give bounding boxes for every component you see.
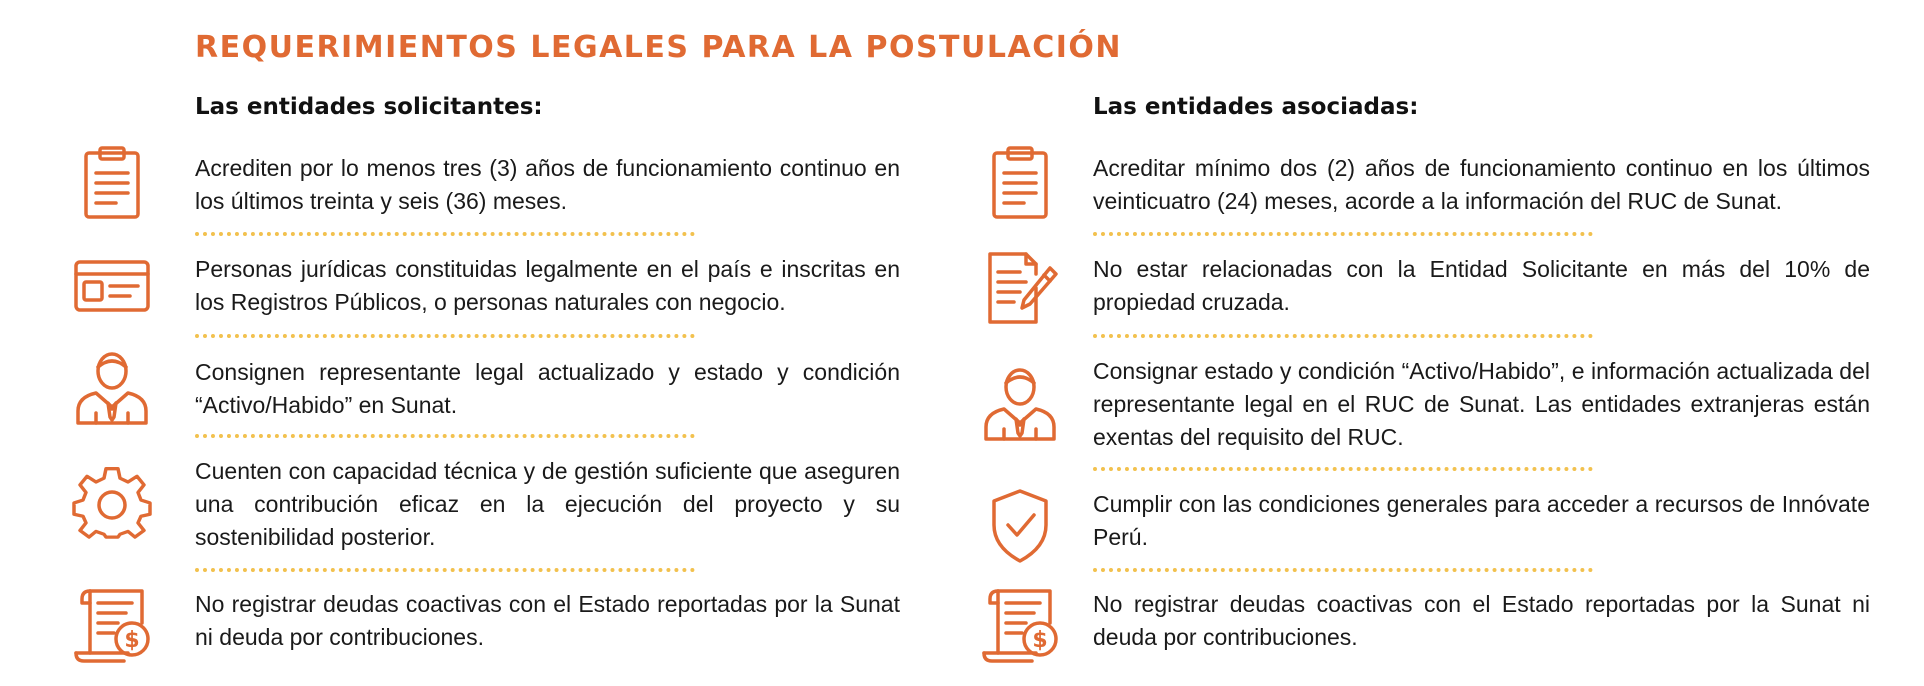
column-heading-applicants: Las entidades solicitantes: (195, 94, 543, 120)
dotted-separator (195, 232, 695, 236)
requirement-text: No registrar deudas coactivas con el Estado reportadas por la Sunat ni deuda por contribuciones. (195, 591, 900, 650)
requirement-text: Personas jurídicas constituidas legalmente en el país e inscritas en los Registros Públicos, o personas naturales con negocio. (195, 256, 900, 315)
column-heading-associates: Las entidades asociadas: (1093, 94, 1419, 120)
clipboard-icon (980, 143, 1060, 223)
svg-text:$: $ (124, 628, 140, 653)
id-card-icon (72, 246, 152, 326)
gear-icon (72, 465, 152, 545)
requirement-text: Consignen representante legal actualizado y estado y condición “Activo/Habido” en Sunat. (195, 359, 900, 418)
dotted-separator (195, 568, 695, 572)
requirement-text: Acreditar mínimo dos (2) años de funcionamiento continuo en los últimos veinticuatro (24) meses, acorde a la información del RUC de Sunat. (1093, 155, 1870, 214)
dotted-separator (1093, 568, 1593, 572)
requirement-text: No estar relacionadas con la Entidad Solicitante en más del 10% de propiedad cruzada. (1093, 256, 1870, 315)
svg-text:$: $ (1032, 628, 1048, 653)
dotted-separator (1093, 232, 1593, 236)
requirement-text: No registrar deudas coactivas con el Estado reportadas por la Sunat ni deuda por contribuciones. (1093, 591, 1870, 650)
requirement-text: Cumplir con las condiciones generales para acceder a recursos de Innóvate Perú. (1093, 491, 1870, 550)
clipboard-icon (72, 143, 152, 223)
businessman-icon (72, 347, 152, 427)
requirement-text: Consignar estado y condición “Activo/Habido”, e información actualizada del representante legal en el RUC de Sunat. Las entidades extranjeras están exentas del requisito del RUC. (1093, 358, 1870, 450)
invoice-dollar-icon (980, 583, 1060, 663)
document-edit-icon (980, 248, 1060, 328)
requirement-text: Acrediten por lo menos tres (3) años de funcionamiento continuo en los últimos treinta y seis (36) meses. (195, 155, 900, 214)
businessman-icon (980, 363, 1060, 443)
dotted-separator (195, 434, 695, 438)
page-title: REQUERIMIENTOS LEGALES PARA LA POSTULACIÓN (195, 30, 1122, 65)
shield-check-icon (980, 485, 1060, 565)
requirement-text: Cuenten con capacidad técnica y de gestión suficiente que aseguren una contribución eficaz en la ejecución del proyecto y su sostenibilidad posterior. (195, 458, 900, 550)
dotted-separator (1093, 467, 1593, 471)
dotted-separator (1093, 334, 1593, 338)
dotted-separator (195, 334, 695, 338)
invoice-dollar-icon (72, 583, 152, 663)
